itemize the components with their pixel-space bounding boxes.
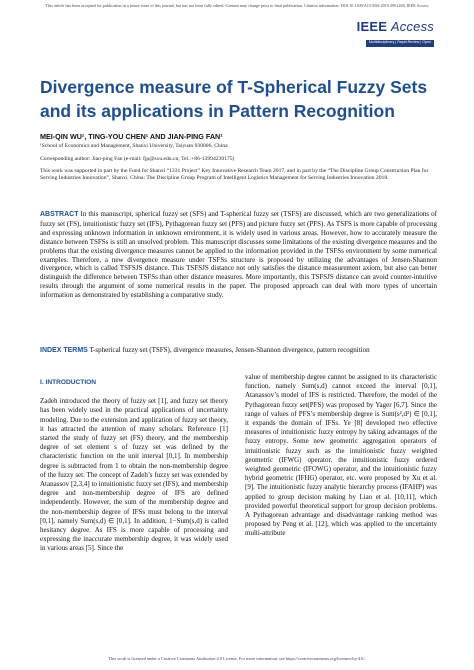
logo-tagline: Multidisciplinary | Rapid Review | Open Access Journal — [368, 40, 432, 51]
paper-title: Divergence measure of T-Spherical Fuzzy Sets and its applications in Pattern Recognition — [40, 77, 428, 121]
logo-product: Access — [390, 19, 434, 34]
abstract-text: In this manuscript, spherical fuzzy set (SFS) and T-spherical fuzzy set (TSFS) are discussed, which are two generalizations of fuzzy set (FS), intuitionistic fuzzy set (IFS), Pythagorean fuzzy set (PFS) and picture fuzzy set (PFS). As TSFS is more capable of processing and expressing unknown information in unknown environment, it is widely used in various areas. However, how to accurately measure the distance between TSFSs is still an unsolved problem. This manuscript discusses some limitations of the existing divergence measures and the problems that the existing divergence measures cannot be applied to the information provided in the TSFSs environment by some numerical examples. Therefore, a new divergence measure under TSFSs structure is proposed by utilizing the advantages of Jensen-Shannon divergence, which is called TSFSJS distance. This TSFSJS distance not only satisfies the distance measurement axiom, but also can better distinguish the difference between TSFSs than other distance measures. More importantly, this TSFSJS distance can avoid counter-intuitive results through the argument of some numerical results in the paper. The proposed approach can deal with more types of uncertain information as demonstrated by establishing a comparative study. — [40, 210, 437, 300]
logo-brand: IEEE — [356, 19, 388, 34]
section-heading-introduction: I. INTRODUCTION — [40, 379, 97, 386]
ieee-access-logo — [357, 20, 434, 52]
affiliation: ¹School of Economics and Management, Shanxi University, Taiyuan 030006, China — [40, 143, 228, 149]
index-terms-text: T-spherical fuzzy set (TSFS), divergence measures, Jensen-Shannon divergence, pattern recognition — [87, 346, 370, 354]
left-column — [40, 378, 228, 554]
author-list: MEI-QIN WU¹, TING-YOU CHEN¹ AND JIAN-PING FAN¹ — [40, 132, 223, 141]
index-terms-label: INDEX TERMS — [40, 347, 88, 354]
abstract-label: ABSTRACT — [40, 211, 79, 218]
abstract — [40, 210, 437, 300]
intro-paragraph-right: value of membership degree cannot be assigned to its characteristic function, namely Sum(s,d) cannot exceed the interval [0,1], Atanassov’s model of IFS is restricted. Therefore, the model of the Pythagorean fuzzy set(PFS) was proposed by Yager [6,7]. Since the range of values of PFS’s membership degree is Sum(s²,d²) ∈ [0,1], it expands the domain of IFSs. Ye [8] developed two effective measures of intuitionistic fuzzy entropy by taking advantages of the fuzzy entropy. Some new geometric aggregation operators of intuitionistic fuzzy such as the intuitionistic fuzzy weighted geometric (IFWG) operator, the intuitionistic fuzzy ordered weighted geometric (IFOWG) operator, and the intuitionistic fuzzy hybrid geometric (IFHG) operator, etc. were proposed by Xu et al. [9]. The intuitionistic fuzzy analytic hierarchy process (IFAHP) was applied to group decision making by Liao et al. [10,11], which provided powerful theoretical support for group decision problems. A Pythagorean advantage and disadvantage ranking method was proposed by Peng et al. [12], which was applied to the uncertainty multi-attribute — [245, 373, 437, 538]
funding-statement: This work was supported in part by the Fund for Shanxi “1331 Project” Key Innovative Research Team 2017, and in part by the “The Discipline Group Construction Plan for Serving Industries Innovation”, Shanxi, China: The Discipline Group Program of Intelligent Logistics Management for Serving Industries Innovation 2018. — [40, 168, 429, 181]
license-footer: This work is licensed under a Creative Commons Attribution 4.0 License. For more information, see https://creativecommons.org/licenses/by/4.0/. — [108, 656, 366, 661]
logo-wordmark — [357, 20, 434, 34]
right-column — [245, 373, 437, 539]
publication-notice: This article has been accepted for publication in a future issue of this journal, but has not been fully edited. Content may change prior to final publication. Citation information: DOI 10.1109/ACCESS.2019.2961260, IEEE Access — [45, 3, 429, 8]
intro-paragraph-left: Zadeh introduced the theory of fuzzy set [1], and fuzzy set theory has been widely used in the practical applications of uncertainty modeling. Due to the extension and application of fuzzy set theory, it has attracted the attention of many scholars. Reference [1] started the study of fuzzy set (FS) theory, and the membership degree of set element s of fuzzy set was defined by the characteristic function on the unit interval [0,1]. In membership degree is subtracted from 1 to obtain the non-membership degree of the fuzzy set. The concept of Zadeh’s fuzzy set was extended by Atanassov [2,3,4] to intuitionistic fuzzy set (IFS), and membership degree and non-membership degree of IFS are defined independently. However, the sum of the membership degree and the non-membership degree of IFSs must belong to the interval [0,1], namely Sum(s,d) ∈ [0,1]. In addition, 1−Sum(s,d) is called hesitancy degree. As IFS is more capable of processing and expressing the inaccurate membership degree, it was widely used in various areas [5]. Since the — [40, 397, 228, 553]
index-terms — [40, 346, 437, 355]
corresponding-author: Corresponding author: Jian-ping Fan (e-mail: fjp@sxu.edu.cn; Tel.:+86-13994230175) — [40, 156, 235, 162]
